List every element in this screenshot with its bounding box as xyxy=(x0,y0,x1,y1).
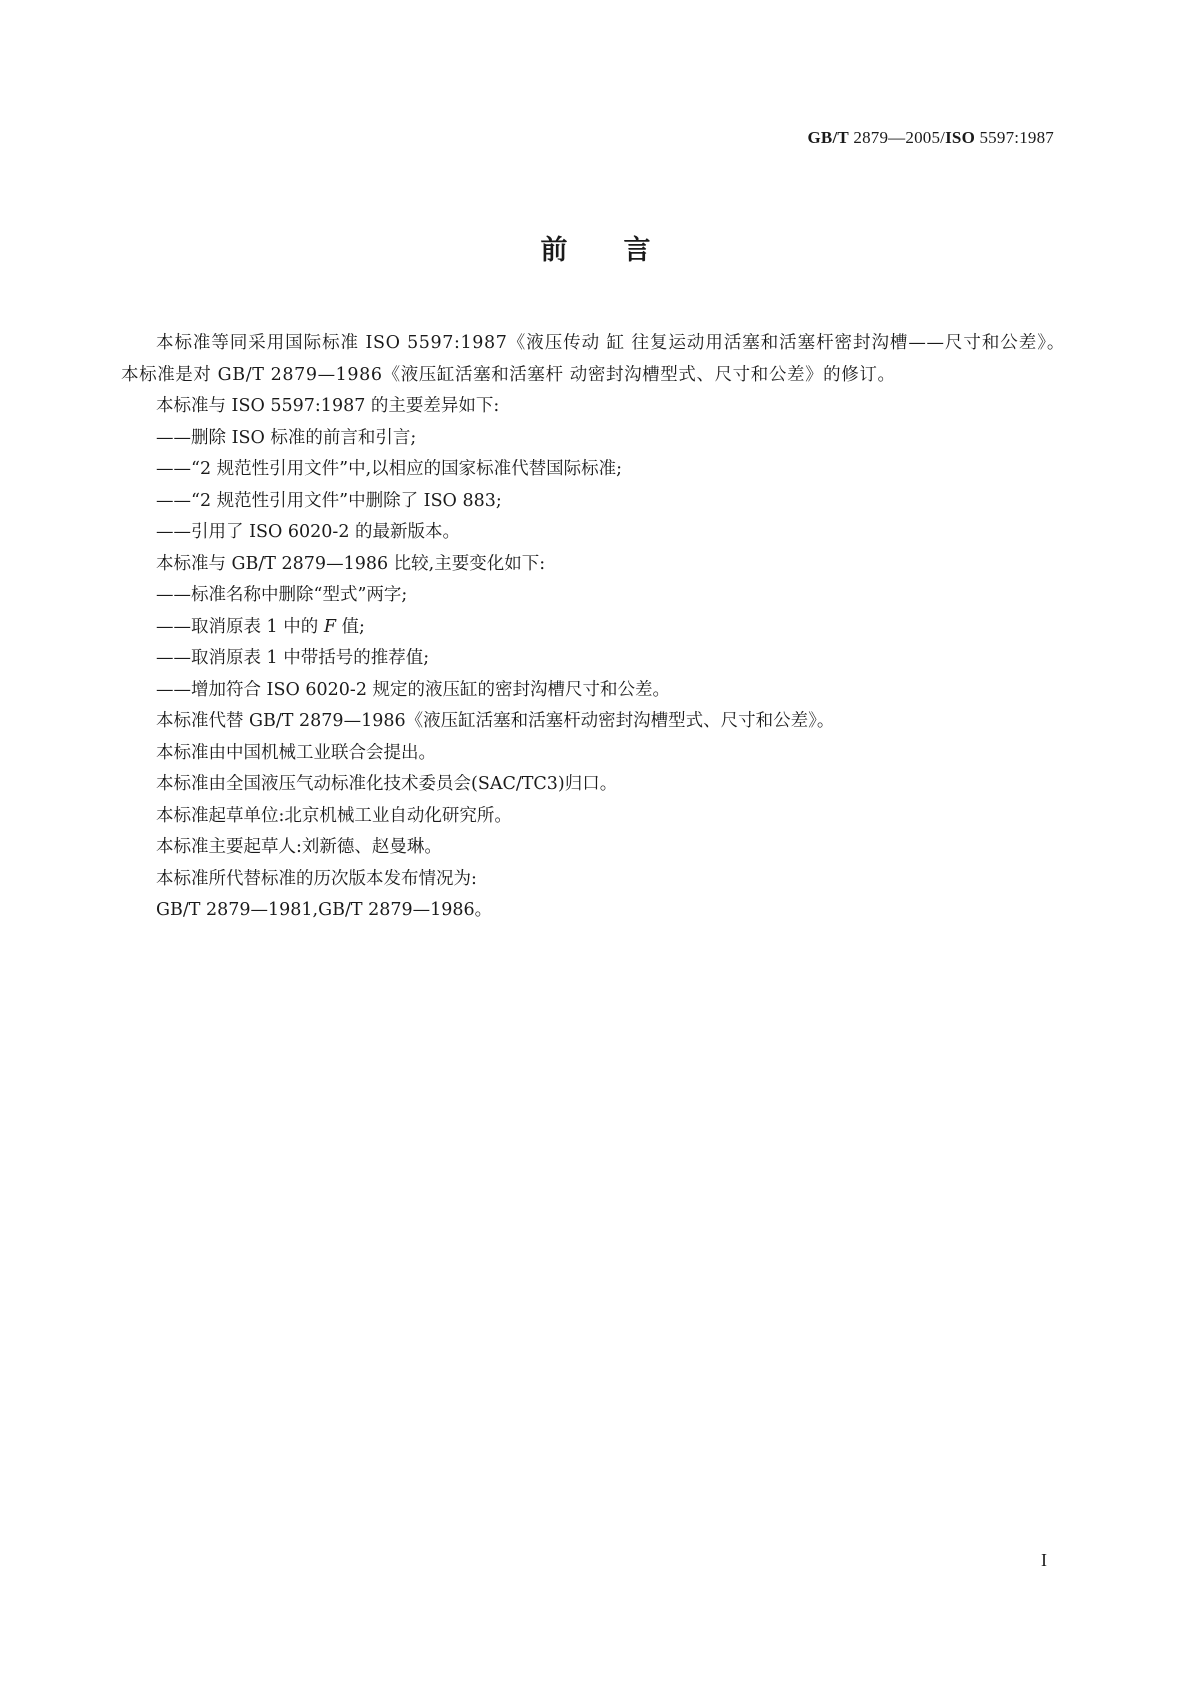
list-item: ——删除 ISO 标准的前言和引言; xyxy=(156,427,417,448)
list-item: ——增加符合 ISO 6020-2 规定的液压缸的密封沟槽尺寸和公差。 xyxy=(156,679,671,700)
list-item xyxy=(121,612,1065,644)
list-item: ——引用了 ISO 6020-2 的最新版本。 xyxy=(156,522,461,542)
intro-paragraph: 本标准等同采用国际标准 ISO 5597:1987《液压传动 缸 往复运动用活塞和活塞杆密封沟槽——尺寸和公差》。本标准是对 GB/T 2879—1986《液压缸活塞和活塞杆 动密封沟槽型式、尺寸和公差》的修订。 xyxy=(121,333,1065,385)
list-item: ——标准名称中删除“型式”两字; xyxy=(156,585,408,605)
history-heading: 本标准所代替标准的历次版本发布情况为: xyxy=(156,868,477,889)
replaces-statement: 本标准代替 GB/T 2879—1986《液压缸活塞和活塞杆动密封沟槽型式、尺寸和公差》。 xyxy=(156,711,835,731)
gb-changes-heading: 本标准与 GB/T 2879—1986 比较,主要变化如下: xyxy=(156,553,546,574)
standard-code-prefix: GB/T xyxy=(807,128,849,147)
standard-code-number: 2879 xyxy=(848,128,889,147)
list-item-text: ——取消原表 1 中的 xyxy=(156,616,324,637)
centralized-by-statement: 本标准由全国液压气动标准化技术委员会(SAC/TC3)归口。 xyxy=(156,774,618,794)
iso-differences-heading: 本标准与 ISO 5597:1987 的主要差异如下: xyxy=(156,396,500,416)
page-title: 前言 xyxy=(540,235,707,266)
standard-code-header xyxy=(807,128,1054,148)
foreword-body xyxy=(121,328,1065,927)
variable-f: F xyxy=(323,616,336,637)
drafters-statement: 本标准主要起草人:刘新德、赵曼琳。 xyxy=(156,837,442,857)
list-item-text: 值; xyxy=(335,616,365,637)
standard-code-iso-number: 5597:1987 xyxy=(975,128,1054,147)
page-number: I xyxy=(1041,1550,1047,1570)
list-item: ——取消原表 1 中带括号的推荐值; xyxy=(156,648,430,668)
list-item: ——“2 规范性引用文件”中,以相应的国家标准代替国际标准; xyxy=(156,459,623,479)
list-item: ——“2 规范性引用文件”中删除了 ISO 883; xyxy=(156,490,502,511)
history-versions: GB/T 2879—1981,GB/T 2879—1986。 xyxy=(156,900,493,920)
standard-code-iso: ISO xyxy=(945,128,976,147)
drafting-unit-statement: 本标准起草单位:北京机械工业自动化研究所。 xyxy=(156,805,512,826)
standard-code-year: —2005/ xyxy=(888,128,946,147)
proposed-by-statement: 本标准由中国机械工业联合会提出。 xyxy=(156,742,436,763)
